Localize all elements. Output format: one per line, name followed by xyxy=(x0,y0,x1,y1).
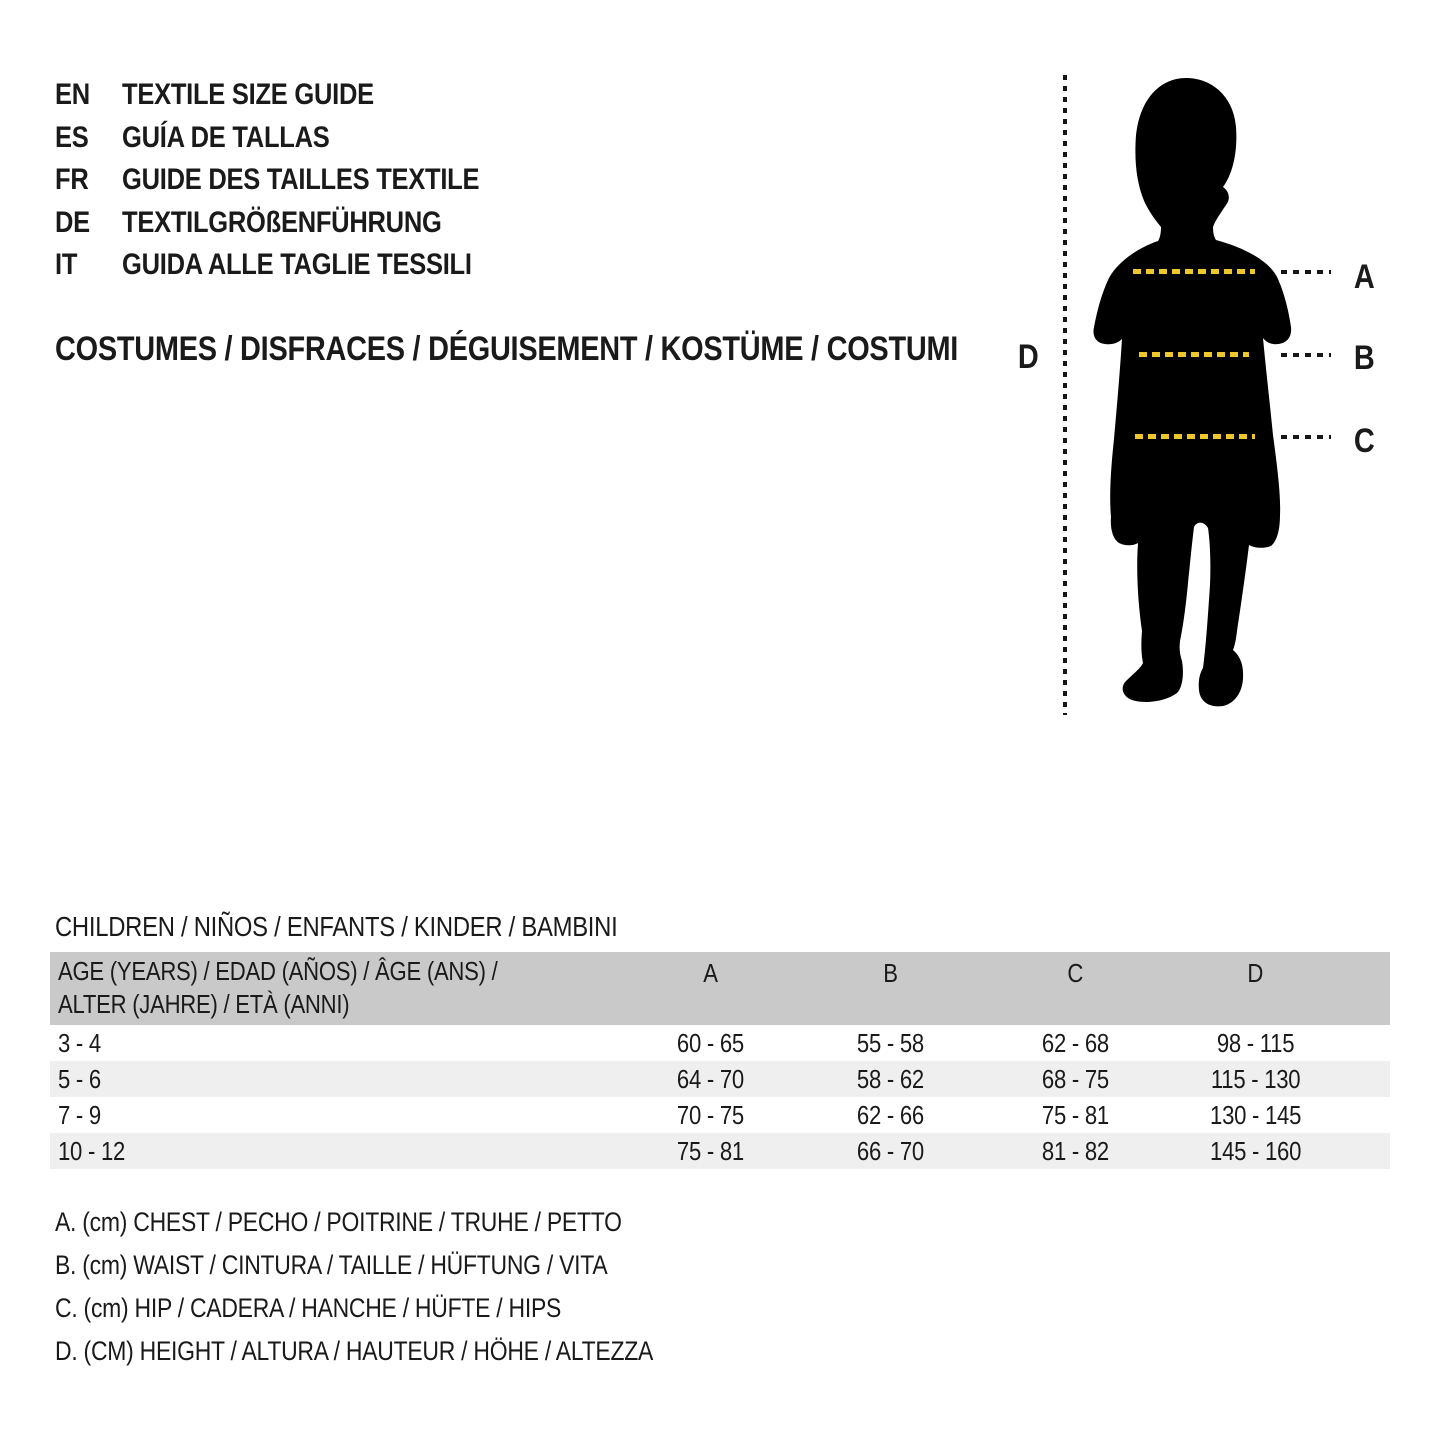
value-cell-a: 64 - 70 xyxy=(676,1063,745,1094)
age-cell: 7 - 9 xyxy=(58,1099,101,1130)
language-label: TEXTILE SIZE GUIDE xyxy=(122,78,374,112)
waist-label-b: B xyxy=(1353,339,1375,377)
age-cell: 3 - 4 xyxy=(58,1027,101,1058)
height-dotted-line xyxy=(1063,75,1067,715)
value-cell-c: 81 - 82 xyxy=(1041,1135,1110,1166)
child-silhouette-figure xyxy=(1080,75,1330,710)
table-header-spacer xyxy=(1338,952,1390,1025)
value-cell-b: 55 - 58 xyxy=(856,1027,925,1058)
language-label: GUIDA ALLE TAGLIE TESSILI xyxy=(122,248,472,282)
language-code: FR xyxy=(55,163,89,197)
value-cell-d: 115 - 130 xyxy=(1210,1063,1301,1094)
chest-connector-dots xyxy=(1281,270,1331,274)
measurement-legend xyxy=(55,1201,759,1373)
language-row-it xyxy=(55,244,542,287)
section-title-children: CHILDREN / NIÑOS / ENFANTS / KINDER / BAMBINI xyxy=(55,911,618,942)
hip-label-c: C xyxy=(1353,422,1375,460)
language-code: IT xyxy=(55,248,78,282)
legend-line-waist: B. (cm) WAIST / CINTURA / TAILLE / HÜFTUNG / VITA xyxy=(55,1250,608,1280)
value-cell-c: 62 - 68 xyxy=(1041,1027,1110,1058)
chest-measure-dash xyxy=(1133,269,1255,274)
table-col-header-a: A xyxy=(703,958,718,988)
language-code: DE xyxy=(55,205,90,239)
language-row-en xyxy=(55,74,542,117)
category-title: COSTUMES / DISFRACES / DÉGUISEMENT / KOSTÜME / COSTUMI xyxy=(55,330,959,368)
table-row xyxy=(50,1025,1390,1061)
value-cell-d: 145 - 160 xyxy=(1209,1135,1302,1166)
value-cell-d: 130 - 145 xyxy=(1209,1099,1302,1130)
table-header-age: AGE (YEARS) / EDAD (AÑOS) / ÂGE (ANS) / ALTER (JAHRE) / ETÀ (ANNI) xyxy=(58,956,498,1019)
legend-line-chest: A. (cm) CHEST / PECHO / POITRINE / TRUHE / PETTO xyxy=(55,1207,622,1237)
value-cell-a: 75 - 81 xyxy=(676,1135,745,1166)
value-cell-b: 58 - 62 xyxy=(856,1063,925,1094)
value-cell-a: 70 - 75 xyxy=(676,1099,745,1130)
table-col-header-b: B xyxy=(883,958,898,988)
table-row xyxy=(50,1061,1390,1097)
table-row xyxy=(50,1097,1390,1133)
age-cell: 5 - 6 xyxy=(58,1063,101,1094)
language-label: GUÍA DE TALLAS xyxy=(122,120,330,154)
language-row-es xyxy=(55,117,542,160)
language-code: ES xyxy=(55,120,89,154)
hip-measure-dash xyxy=(1135,434,1255,439)
value-cell-c: 75 - 81 xyxy=(1041,1099,1110,1130)
value-cell-b: 62 - 66 xyxy=(856,1099,925,1130)
language-row-de xyxy=(55,202,542,245)
legend-line-height: D. (CM) HEIGHT / ALTURA / HAUTEUR / HÖHE / ALTEZZA xyxy=(55,1336,654,1366)
language-label: TEXTILGRÖßENFÜHRUNG xyxy=(122,205,442,239)
table-col-header-c: C xyxy=(1067,958,1084,988)
waist-measure-dash xyxy=(1139,352,1249,357)
language-code: EN xyxy=(55,78,90,112)
legend-line-hip: C. (cm) HIP / CADERA / HANCHE / HÜFTE / HIPS xyxy=(55,1293,562,1323)
size-table xyxy=(50,952,1390,1169)
value-cell-b: 66 - 70 xyxy=(856,1135,925,1166)
table-header-row xyxy=(50,952,1390,1025)
value-cell-a: 60 - 65 xyxy=(676,1027,745,1058)
waist-connector-dots xyxy=(1281,353,1331,357)
table-col-header-d: D xyxy=(1247,958,1264,988)
language-list xyxy=(55,74,542,287)
language-row-fr xyxy=(55,159,542,202)
value-cell-d: 98 - 115 xyxy=(1216,1027,1295,1058)
age-cell: 10 - 12 xyxy=(58,1135,126,1166)
chest-label-a: A xyxy=(1353,258,1375,296)
height-label-d: D xyxy=(1017,338,1039,376)
hip-connector-dots xyxy=(1281,435,1331,439)
table-row xyxy=(50,1133,1390,1169)
value-cell-c: 68 - 75 xyxy=(1041,1063,1110,1094)
language-label: GUIDE DES TAILLES TEXTILE xyxy=(122,163,480,197)
